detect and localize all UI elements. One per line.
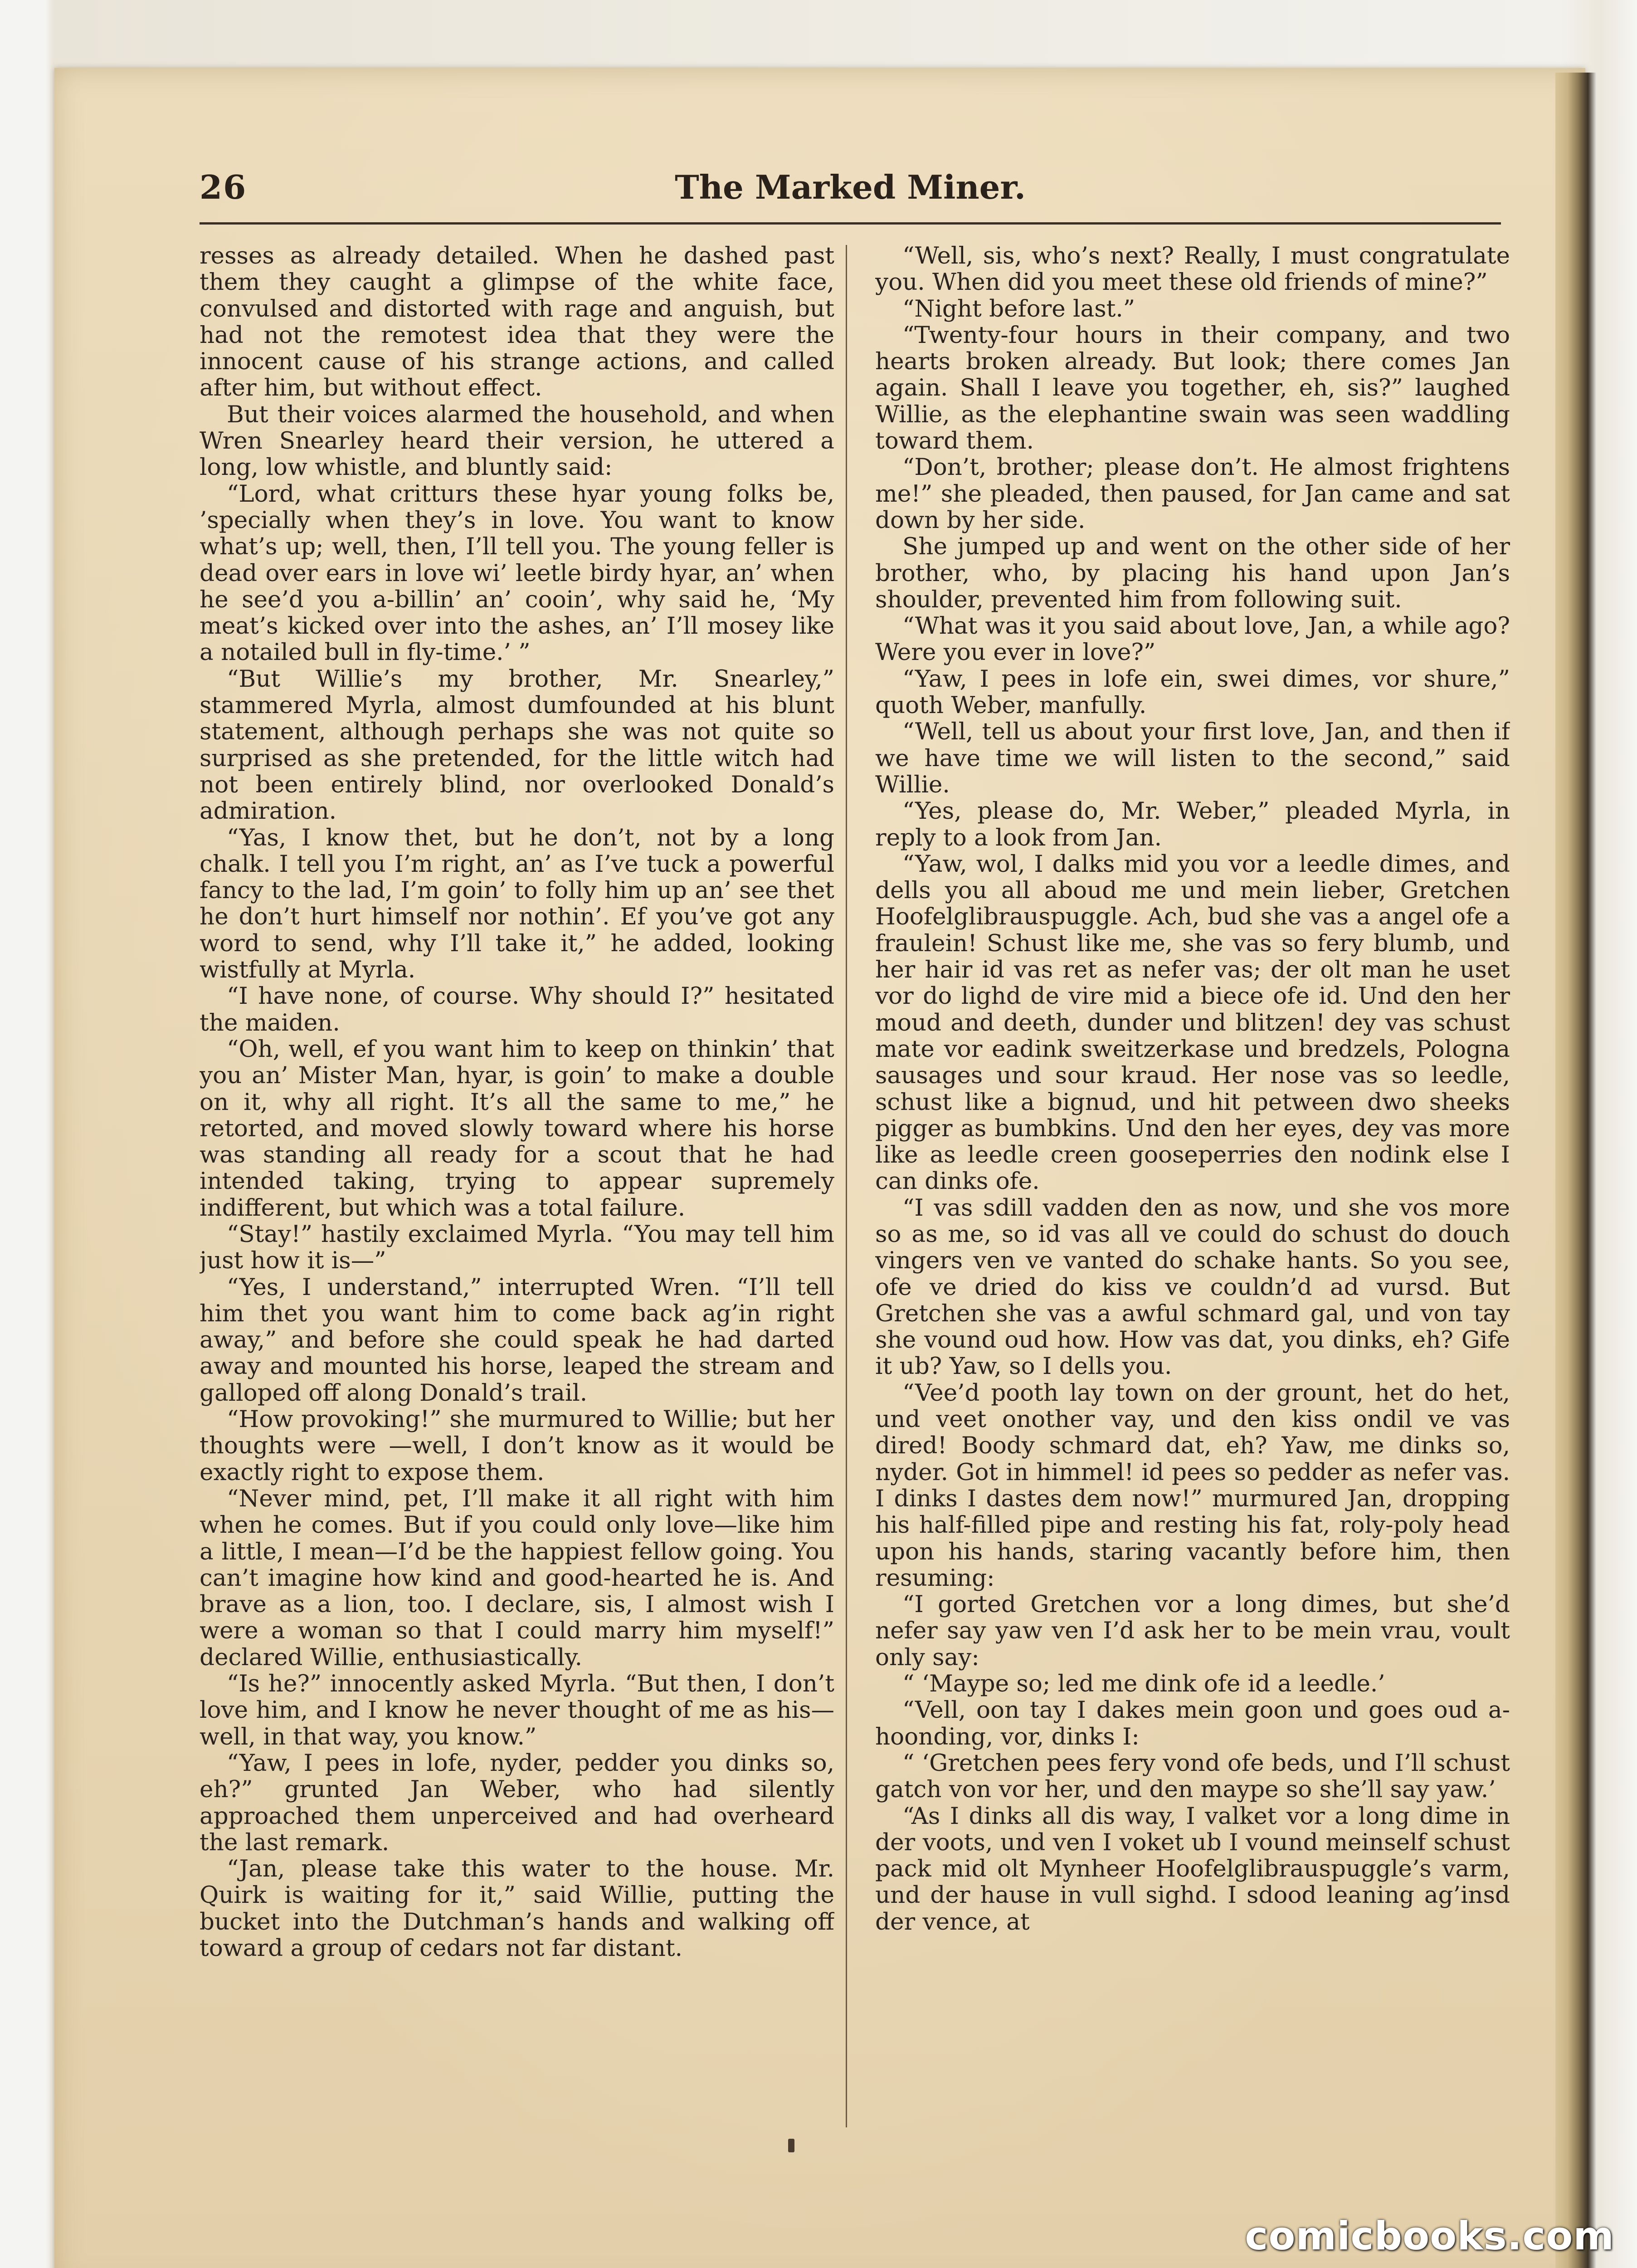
right-column (875, 243, 1510, 2157)
column-divider (846, 245, 847, 2127)
paragraph: “But Willie’s my brother, Mr. Snearley,” stammered Myrla, almost dumfounded at his blunt statement, although perhaps she was not quite so surprised as she pretended, for the little witch had not been entirely blind, nor overlooked Donald’s admiration. (200, 665, 834, 825)
paragraph: resses as already detailed. When he dashed past them they caught a glimpse of the white face, convulsed and distorted with rage and anguish, but had not the remotest idea that they were the innocent cause of his strange actions, and called after him, but without effect. (200, 243, 834, 402)
paragraph: “ ‘Gretchen pees fery vond ofe beds, und I’ll schust gatch von vor her, und den maype so she’ll say yaw.’ (875, 1749, 1510, 1804)
paragraph: “As I dinks all dis way, I valket vor a long dime in der voots, und ven I voket ub I vound meinself schust pack mid olt Mynheer Hoofelglibrauspuggle’s varm, und der hause in vull sighd. I sdood leaning ag’insd der vence, at (875, 1802, 1510, 1936)
paragraph: “Vell, oon tay I dakes mein goon und goes oud a-hoonding, vor, dinks I: (875, 1696, 1510, 1750)
paragraph: “Yaw, I pees in lofe ein, swei dimes, vor shure,” quoth Weber, manfully. (875, 665, 1510, 719)
paragraph: She jumped up and went on the other side of her brother, who, by placing his hand upon Jan’s shoulder, prevented him from following suit. (875, 533, 1510, 613)
paragraph: “Yaw, wol, I dalks mid you vor a leedle dimes, and dells you all aboud me und mein lieber, Gretchen Hoofelglibrauspuggle. Ach, bud she vas a angel ofe a fraulein! Schust like me, she vas so fery blumb, und her hair id vas ret as nefer vas; der olt man he uset vor do lighd de vire mid a biece ofe id. Und den her moud and deeth, dunder und blitzen! dey vas schust mate vor eadink sweitzerkase und bredzels, Pologna sausages und sour kraud. Her nose vas so leedle, schust like a bignud, und hit petween dwo sheeks pigger as bumbkins. Und den her eyes, dey vas more like as leedle creen gooseperries den nodink else I can dinks ofe. (875, 850, 1510, 1195)
paragraph: “Oh, well, ef you want him to keep on thinkin’ that you an’ Mister Man, hyar, is goin’ to make a double on it, why all right. It’s all the same to me,” he retorted, and moved slowly toward where his horse was standing all ready for a scout that he had intended taking, trying to appear supremely indifferent, but which was a total failure. (200, 1035, 834, 1222)
paragraph: “Don’t, brother; please don’t. He almost frightens me!” she pleaded, then paused, for Jan came and sat down by her side. (875, 454, 1510, 534)
left-column (200, 243, 834, 2157)
paragraph: “I have none, of course. Why should I?” hesitated the maiden. (200, 982, 834, 1036)
paragraph: “Well, tell us about your first love, Jan, and then if we have time we will listen to the second,” said Willie. (875, 718, 1510, 798)
header-rule (200, 222, 1501, 225)
page-number: 26 (200, 168, 247, 206)
paragraph: “Vee’d pooth lay town on der grount, het do het, und veet onother vay, und den kiss ondil ve vas dired! Boody schmard dat, eh? Yaw, me dinks so, nyder. Got in himmel! id pees so pedder as nefer vas. I dinks I dastes dem now!” murmured Jan, dropping his half-filled pipe and resting his fat, roly-poly head upon his hands, staring vacantly before him, then resuming: (875, 1379, 1510, 1592)
paragraph: “I gorted Gretchen vor a long dimes, but she’d nefer say yaw ven I’d ask her to be mein vrau, voult only say: (875, 1591, 1510, 1671)
paragraph: “How provoking!” she murmured to Willie; but her thoughts were —well, I don’t know as it would be exactly right to expose them. (200, 1406, 834, 1486)
page-header (200, 163, 1501, 231)
page-edge (1555, 73, 1596, 2268)
paragraph: “Yes, please do, Mr. Weber,” pleaded Myrla, in reply to a look from Jan. (875, 797, 1510, 851)
paragraph: “Twenty-four hours in their company, and two hearts broken already. But look; there comes Jan again. Shall I leave you together, eh, sis?” laughed Willie, as the elephantine swain was seen waddling toward them. (875, 321, 1510, 455)
paragraph: “ ‘Maype so; led me dink ofe id a leedle.’ (902, 1670, 1385, 1698)
paragraph: “I vas sdill vadden den as now, und she vos more so as me, so id vas all ve could do schust do douch vingers ven ve vanted do schake hants. So you see, ofe ve dried do kiss ve couldn’d ad vursd. But Gretchen she vas a awful schmard gal, und von tay she vound oud how. How vas dat, you dinks, eh? Gife it ub? Yaw, so I dells you. (875, 1194, 1510, 1380)
paragraph: “What was it you said about love, Jan, a while ago? Were you ever in love?” (875, 612, 1510, 666)
paragraph: “Night before last.” (902, 295, 1135, 323)
paragraph: “Jan, please take this water to the house. Mr. Quirk is waiting for it,” said Willie, putting the bucket into the Dutchman’s hands and walking off toward a group of cedars not far distant. (200, 1855, 834, 1962)
paragraph: But their voices alarmed the household, and when Wren Snearley heard their version, he uttered a long, low whistle, and bluntly said: (200, 401, 834, 481)
running-title: The Marked Miner. (675, 168, 1026, 206)
ink-mark (788, 2139, 794, 2152)
paragraph: “Yas, I know thet, but he don’t, not by a long chalk. I tell you I’m right, an’ as I’ve tuck a powerful fancy to the lad, I’m goin’ to folly him up an’ see thet he don’t hurt himself nor nothin’. Ef you’ve got any word to send, why I’ll take it,” he added, looking wistfully at Myrla. (200, 824, 834, 984)
watermark-text: comicbooks.com (1245, 2214, 1614, 2259)
paragraph: “Is he?” innocently asked Myrla. “But then, I don’t love him, and I know he never thought of me as his—well, in that way, you know.” (200, 1670, 834, 1750)
paragraph: “Well, sis, who’s next? Really, I must congratulate you. When did you meet these old friends of mine?” (875, 243, 1510, 296)
paragraph: “Never mind, pet, I’ll make it all right with him when he comes. But if you could only love—like him a little, I mean—I’d be the happiest fellow going. You can’t imagine how kind and good-hearted he is. And brave as a lion, too. I declare, sis, I almost wish I were a woman so that I could marry him myself!” declared Willie, enthusiastically. (200, 1485, 834, 1671)
paragraph: “Yaw, I pees in lofe, nyder, pedder you dinks so, eh?” grunted Jan Weber, who had silently approached them unperceived and had overheard the last remark. (200, 1749, 834, 1856)
paragraph: “Yes, I understand,” interrupted Wren. “I’ll tell him thet you want him to come back ag’in right away,” and before she could speak he had darted away and mounted his horse, leaped the stream and galloped off along Donald’s trail. (200, 1273, 834, 1407)
paragraph: “Stay!” hastily exclaimed Myrla. “You may tell him just how it is—” (200, 1220, 834, 1275)
paragraph: “Lord, what critturs these hyar young folks be, ’specially when they’s in love. You want to know what’s up; well, then, I’ll tell you. The young feller is dead over ears in love wi’ leetle birdy hyar, an’ when he see’d you a-billin’ an’ cooin’, why said he, ‘My meat’s kicked over into the ashes, an’ I’ll mosey like a notailed bull in fly-time.’ ” (200, 480, 834, 666)
